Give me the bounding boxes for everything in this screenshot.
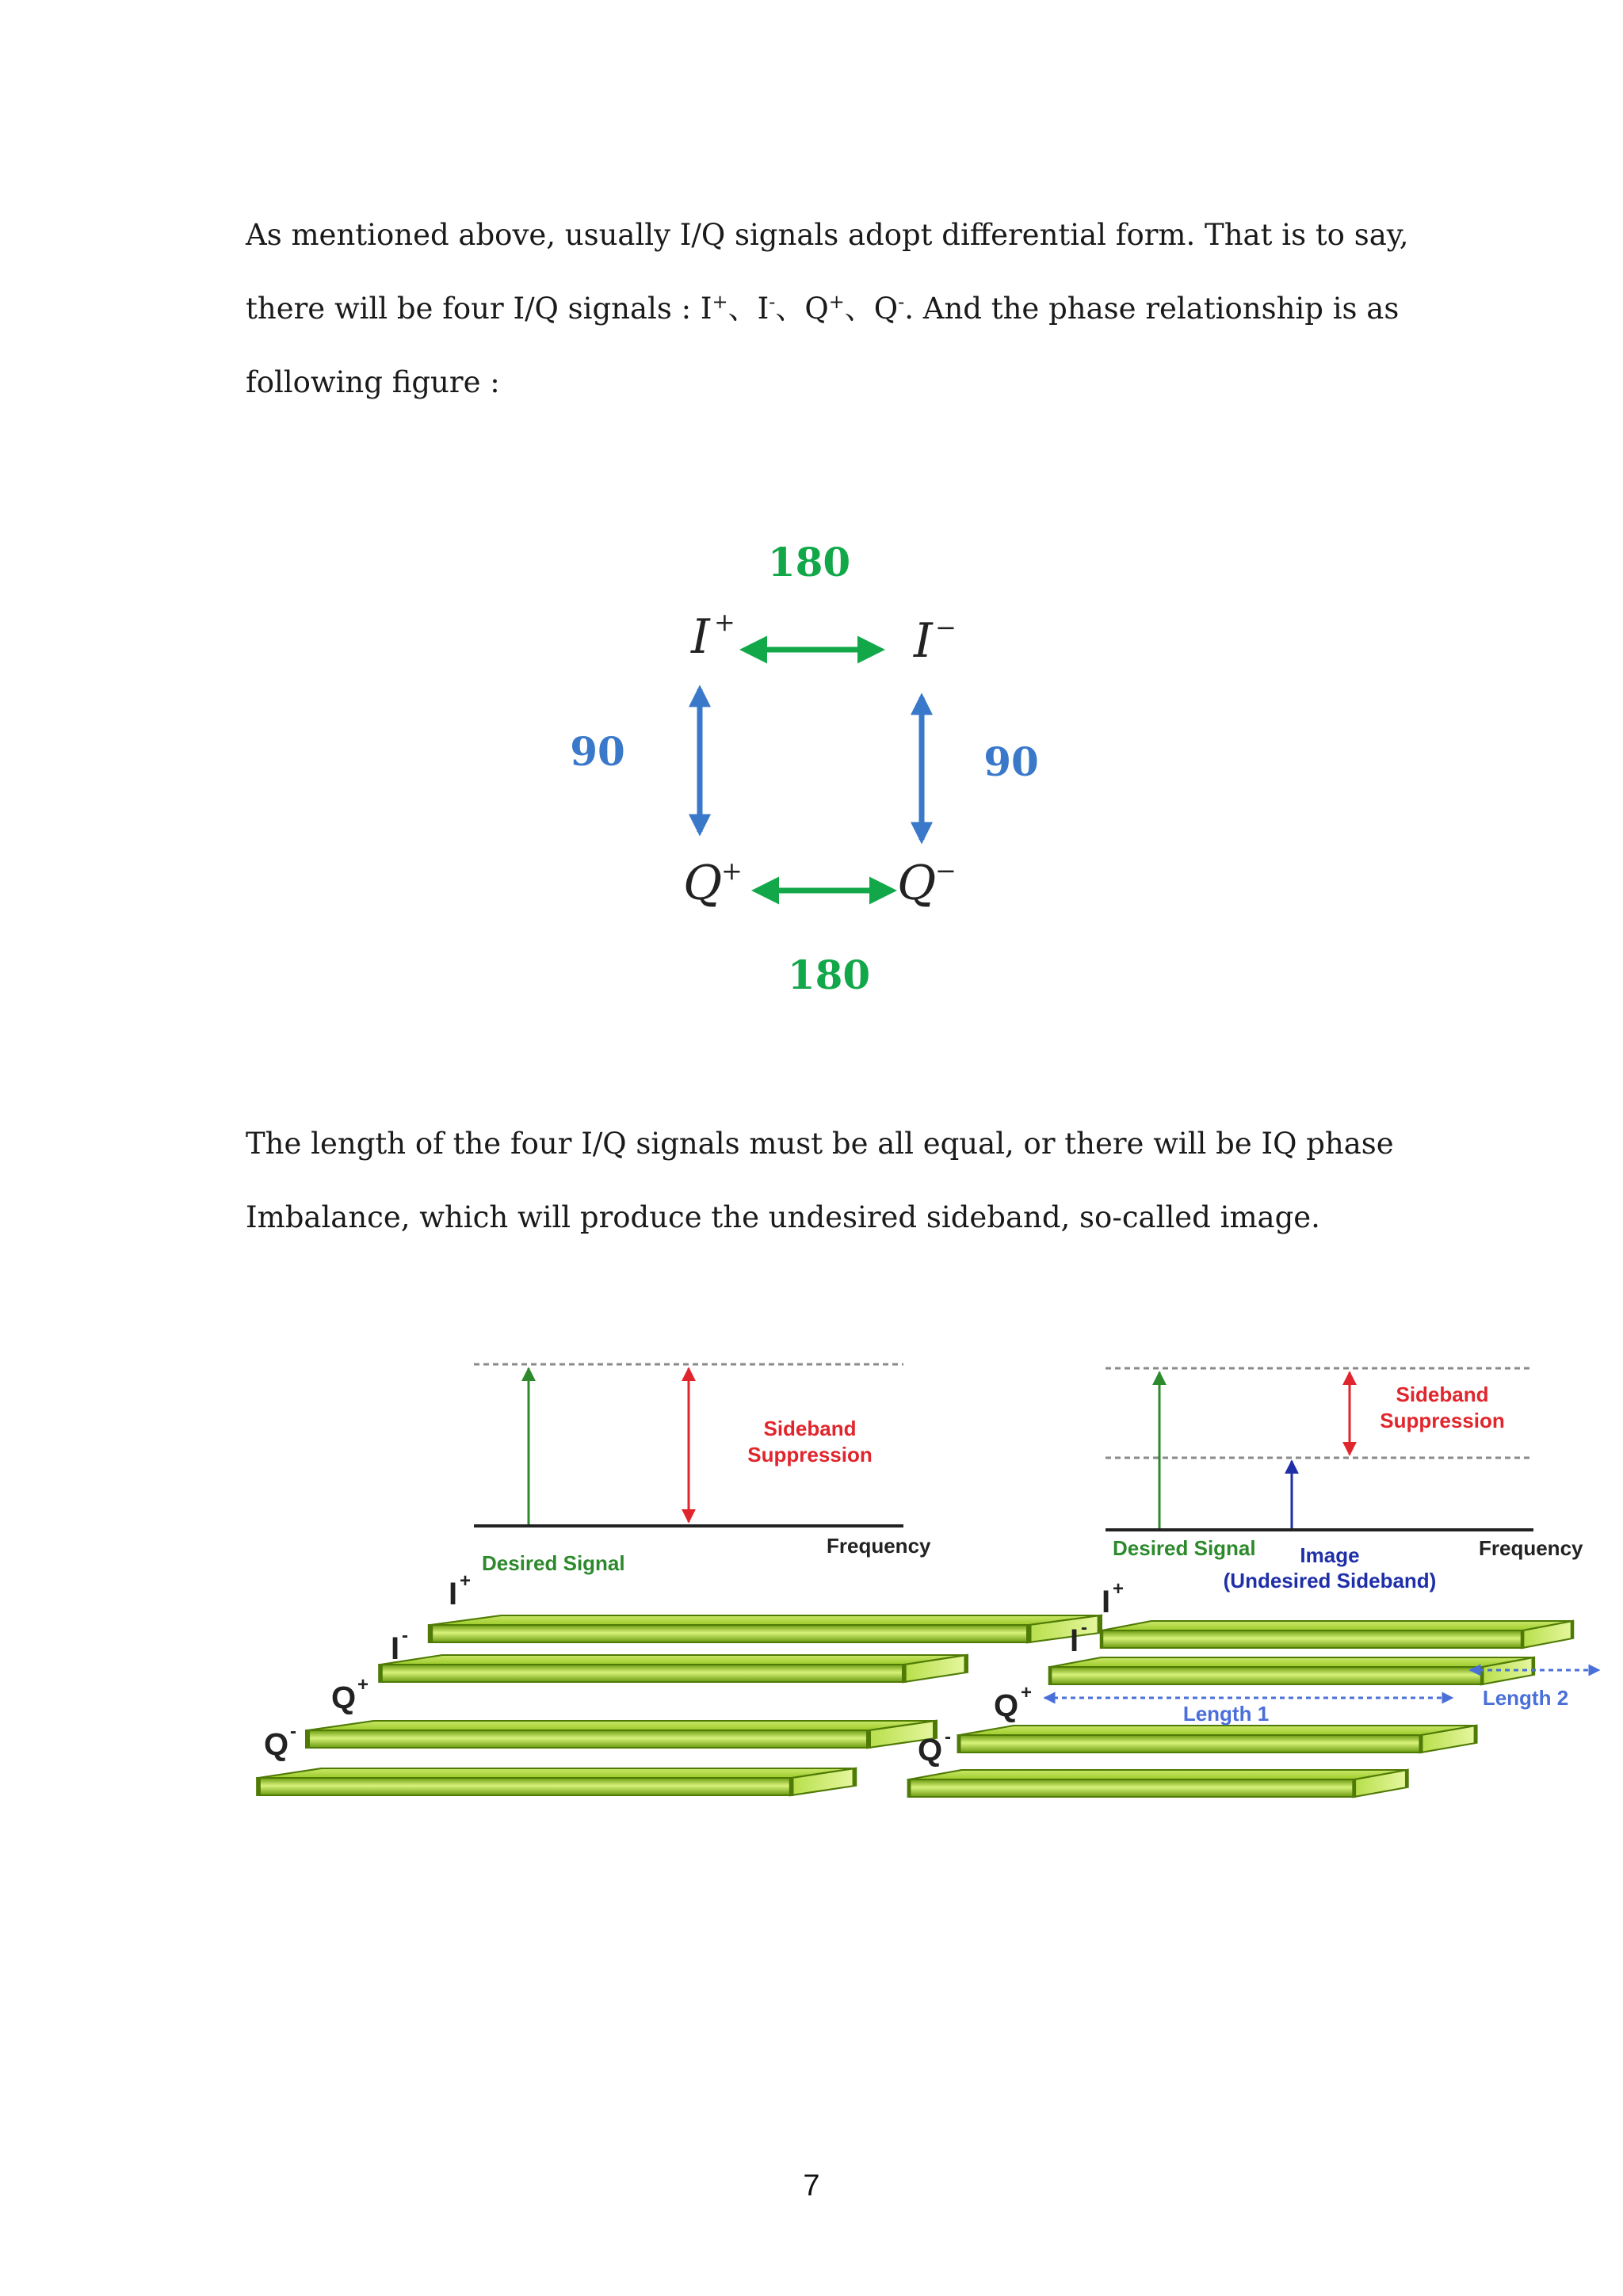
svg-text:Q: Q bbox=[331, 1680, 357, 1715]
node-i-plus bbox=[690, 607, 735, 665]
left-desired-signal-label: Desired Signal bbox=[482, 1551, 625, 1575]
svg-text:+: + bbox=[1021, 1682, 1033, 1703]
svg-text:+: + bbox=[460, 1570, 472, 1592]
svg-text:-: - bbox=[1081, 1617, 1087, 1638]
node-i-minus bbox=[913, 612, 957, 669]
length1-label: Length 1 bbox=[1182, 1702, 1270, 1726]
left-spectrum-figure bbox=[258, 1364, 1100, 1795]
left-trace-q-plus bbox=[307, 1674, 935, 1748]
right-desired-signal-label: Desired Signal bbox=[1113, 1536, 1256, 1560]
svg-text:-: - bbox=[290, 1721, 296, 1742]
svg-text:-: - bbox=[945, 1726, 951, 1748]
svg-text:+: + bbox=[1113, 1578, 1125, 1600]
phase-right-label: 90 bbox=[983, 738, 1039, 785]
svg-text:I: I bbox=[391, 1631, 400, 1666]
svg-text:I: I bbox=[914, 613, 933, 669]
page-number: 7 bbox=[803, 2169, 820, 2203]
intro-line-1: As mentioned above, usually I/Q signals adopt differential form. That is to say, bbox=[246, 218, 1409, 252]
svg-text:Q: Q bbox=[994, 1688, 1019, 1723]
node-q-plus bbox=[683, 856, 743, 911]
length2-label: Length 2 bbox=[1482, 1686, 1569, 1710]
right-undesired-sideband-label: (Undesired Sideband) bbox=[1223, 1569, 1437, 1592]
intro-line-3: following figure : bbox=[246, 365, 500, 399]
phase-bottom-label: 180 bbox=[787, 952, 871, 998]
right-spectrum-figure bbox=[909, 1368, 1599, 1797]
svg-text:I: I bbox=[449, 1577, 458, 1611]
svg-text:Q: Q bbox=[918, 1733, 943, 1768]
imbalance-line-1: The length of the four I/Q signals must be all equal, or there will be IQ phase bbox=[246, 1127, 1394, 1161]
svg-text:Q: Q bbox=[897, 856, 937, 911]
right-suppression-line1: Sideband bbox=[1396, 1383, 1489, 1406]
phase-diagram bbox=[570, 539, 1039, 998]
svg-text:−: − bbox=[935, 856, 957, 886]
svg-text:Q: Q bbox=[264, 1727, 289, 1762]
left-suppression-line2: Suppression bbox=[747, 1443, 873, 1466]
svg-text:I: I bbox=[691, 609, 710, 665]
svg-text:−: − bbox=[935, 612, 957, 643]
svg-text:+: + bbox=[721, 856, 743, 886]
svg-text:+: + bbox=[357, 1674, 369, 1695]
node-q-minus bbox=[897, 856, 957, 911]
left-suppression-line1: Sideband bbox=[763, 1417, 857, 1440]
right-frequency-label: Frequency bbox=[1479, 1536, 1583, 1560]
left-trace-i-plus bbox=[430, 1570, 1100, 1642]
left-frequency-label: Frequency bbox=[827, 1534, 931, 1558]
intro-line-2: there will be four I/Q signals : I+、I-、Q+、Q-. And the phase relationship is as bbox=[246, 291, 1400, 326]
imbalance-line-2: Imbalance, which will produce the undesired sideband, so-called image. bbox=[246, 1200, 1320, 1234]
imbalance-paragraph bbox=[246, 1107, 1434, 1254]
svg-text:I: I bbox=[1070, 1623, 1079, 1658]
right-suppression-line2: Suppression bbox=[1380, 1409, 1505, 1432]
svg-text:Q: Q bbox=[683, 856, 723, 911]
right-image-label: Image bbox=[1300, 1543, 1360, 1567]
svg-text:-: - bbox=[402, 1625, 408, 1646]
svg-text:+: + bbox=[714, 607, 735, 637]
phase-top-label: 180 bbox=[767, 539, 851, 585]
svg-text:I: I bbox=[1102, 1585, 1111, 1619]
phase-left-label: 90 bbox=[570, 728, 625, 775]
